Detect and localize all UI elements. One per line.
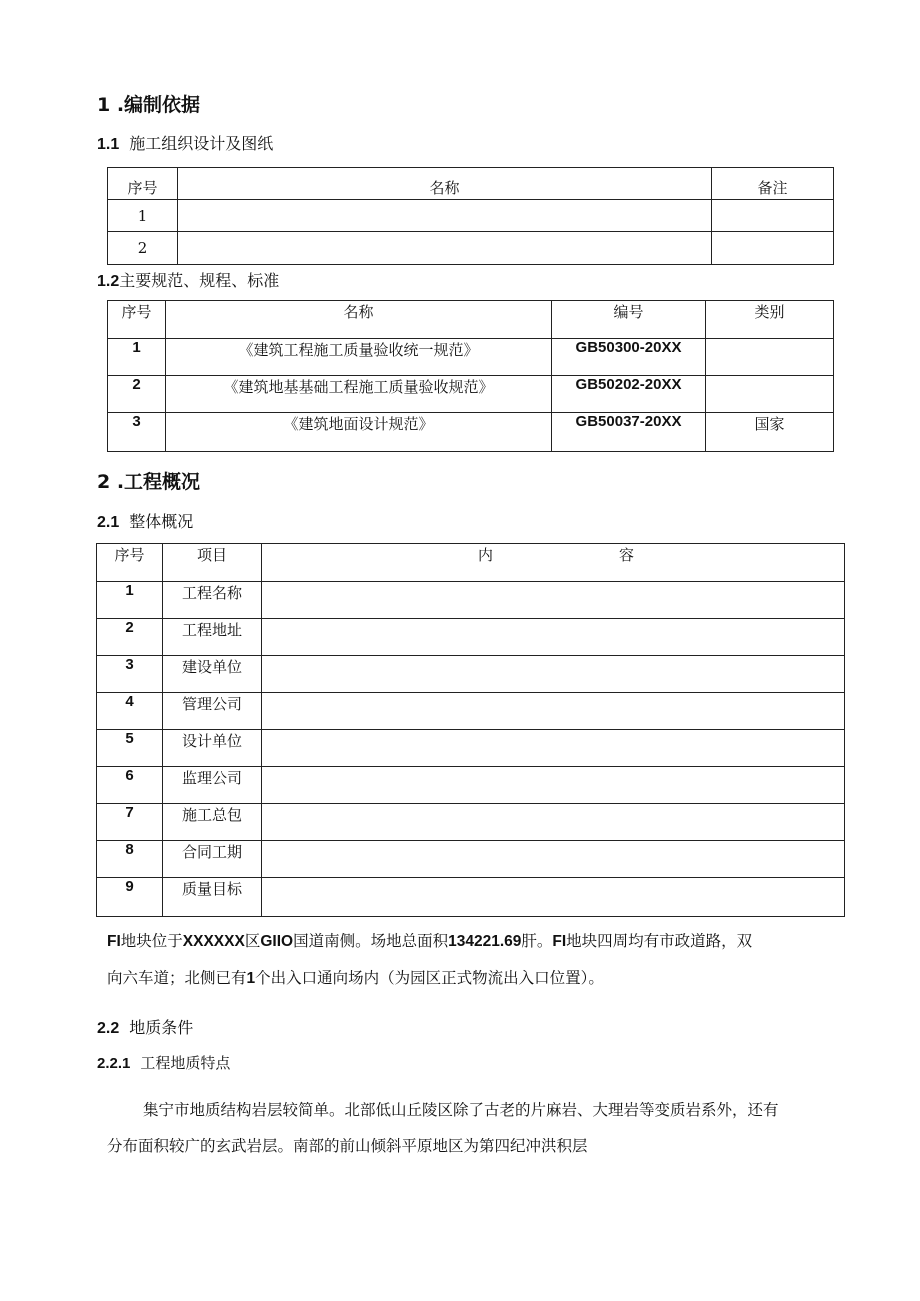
cell-index: 2	[108, 232, 178, 265]
heading-text: 施工组织设计及图纸	[129, 134, 274, 153]
text-run: 地块四周均有市政道路，双	[566, 932, 753, 950]
cell-code: GB50202-20XX	[552, 376, 706, 413]
cell-code: GB50300-20XX	[552, 339, 706, 376]
header-cell-item: 项目	[163, 544, 262, 582]
paragraph-line	[107, 923, 847, 960]
header-cell-index: 序号	[108, 301, 166, 339]
cell-index: 7	[97, 804, 163, 841]
cell-remark	[712, 232, 834, 265]
cell-index: 9	[97, 878, 163, 917]
site-description-paragraph	[107, 923, 847, 997]
heading-number: 2.1	[97, 514, 120, 531]
cell-content	[262, 841, 845, 878]
cell-index: 1	[108, 339, 166, 376]
subsection-heading-2-2	[97, 1015, 193, 1038]
text-run: FI	[552, 933, 567, 950]
cell-index: 5	[97, 730, 163, 767]
cell-content	[262, 804, 845, 841]
cell-content	[262, 693, 845, 730]
table-row	[97, 730, 845, 767]
cell-content	[262, 582, 845, 619]
heading-number: 1.2	[97, 273, 120, 290]
subsection-heading-1-1	[97, 131, 273, 154]
cell-category	[706, 339, 834, 376]
cell-index: 6	[97, 767, 163, 804]
table-header-row	[108, 168, 834, 200]
table-header-row	[108, 301, 834, 339]
cell-content	[262, 619, 845, 656]
heading-text: 主要规范、规程、标准	[119, 271, 280, 290]
cell-item: 合同工期	[163, 841, 262, 878]
header-cell-index: 序号	[108, 168, 178, 200]
cell-content	[262, 656, 845, 693]
heading-text: 整体概况	[129, 512, 194, 531]
cell-content	[262, 878, 845, 917]
heading-number: 1.1	[97, 136, 120, 153]
text-run: 1	[246, 970, 256, 987]
cell-index: 2	[97, 619, 163, 656]
cell-item: 管理公司	[163, 693, 262, 730]
text-run: 134221.69	[448, 933, 522, 950]
text-run: 区	[244, 932, 261, 950]
cell-name: 《建筑地面设计规范》	[166, 413, 552, 452]
cell-category: 国家	[706, 413, 834, 452]
cell-name: 《建筑工程施工质量验收统一规范》	[166, 339, 552, 376]
table-row	[108, 232, 834, 265]
standards-table	[107, 300, 834, 452]
table-row	[108, 376, 834, 413]
cell-content	[262, 730, 845, 767]
table-row	[97, 767, 845, 804]
cell-item: 监理公司	[163, 767, 262, 804]
cell-name	[178, 200, 712, 232]
header-cell-name: 名称	[178, 168, 712, 200]
section-title-2: 2 .工程概况	[97, 471, 201, 493]
table-row	[97, 619, 845, 656]
header-cell-name: 名称	[166, 301, 552, 339]
cell-index: 1	[108, 200, 178, 232]
cell-remark	[712, 200, 834, 232]
subsection-heading-2-2-1	[97, 1052, 230, 1073]
text-run: 国道南侧。场地总面积	[293, 932, 449, 950]
cell-index: 8	[97, 841, 163, 878]
geology-paragraph	[107, 1092, 847, 1164]
paragraph-line: 分布面积较广的玄武岩层。南部的前山倾斜平原地区为第四纪冲洪积层	[107, 1137, 588, 1155]
text-run: XXXXXX	[182, 933, 245, 950]
text-run: 向六车道；北侧已有	[107, 969, 247, 987]
drawings-table	[107, 167, 834, 265]
text-run: 地块位于	[120, 932, 183, 950]
subsection-heading-1-2	[97, 268, 279, 291]
header-char-2: 容	[619, 546, 635, 564]
cell-index: 3	[97, 656, 163, 693]
table-header-row	[97, 544, 845, 582]
table-row	[108, 413, 834, 452]
cell-code: GB50037-20XX	[552, 413, 706, 452]
header-cell-index: 序号	[97, 544, 163, 582]
text-run: FI	[107, 933, 121, 950]
header-cell-code: 编号	[552, 301, 706, 339]
table-row	[97, 841, 845, 878]
cell-index: 4	[97, 693, 163, 730]
text-run: 肝。	[521, 932, 553, 950]
header-cell-content	[262, 544, 845, 582]
heading-text: 工程地质特点	[140, 1054, 231, 1072]
cell-item: 施工总包	[163, 804, 262, 841]
overview-table	[96, 543, 845, 917]
cell-index: 2	[108, 376, 166, 413]
cell-index: 3	[108, 413, 166, 452]
cell-item: 建设单位	[163, 656, 262, 693]
table-row	[97, 656, 845, 693]
paragraph-line	[107, 960, 847, 997]
cell-index: 1	[97, 582, 163, 619]
header-cell-remark: 备注	[712, 168, 834, 200]
paragraph-line: 集宁市地质结构岩层较简单。北部低山丘陵区除了古老的片麻岩、大理岩等变质岩系外，还有	[143, 1101, 779, 1119]
heading-text: 地质条件	[129, 1018, 194, 1037]
cell-category	[706, 376, 834, 413]
header-char-1: 内	[478, 546, 494, 564]
text-run: GIIO	[260, 933, 294, 950]
cell-item: 设计单位	[163, 730, 262, 767]
subsection-heading-2-1	[97, 509, 193, 532]
text-run: 个出入口通向场内（为园区正式物流出入口位置）。	[255, 969, 604, 987]
heading-number: 2.2.1	[97, 1055, 131, 1072]
section-title-1: 1 .编制依据	[97, 94, 201, 116]
table-row	[108, 200, 834, 232]
header-cell-category: 类别	[706, 301, 834, 339]
heading-number: 2.2	[97, 1020, 120, 1037]
table-row	[97, 804, 845, 841]
cell-item: 工程地址	[163, 619, 262, 656]
table-row	[97, 878, 845, 917]
table-row	[97, 693, 845, 730]
table-row	[97, 582, 845, 619]
cell-name	[178, 232, 712, 265]
cell-item: 工程名称	[163, 582, 262, 619]
table-row	[108, 339, 834, 376]
cell-name: 《建筑地基基础工程施工质量验收规范》	[166, 376, 552, 413]
cell-content	[262, 767, 845, 804]
cell-item: 质量目标	[163, 878, 262, 917]
